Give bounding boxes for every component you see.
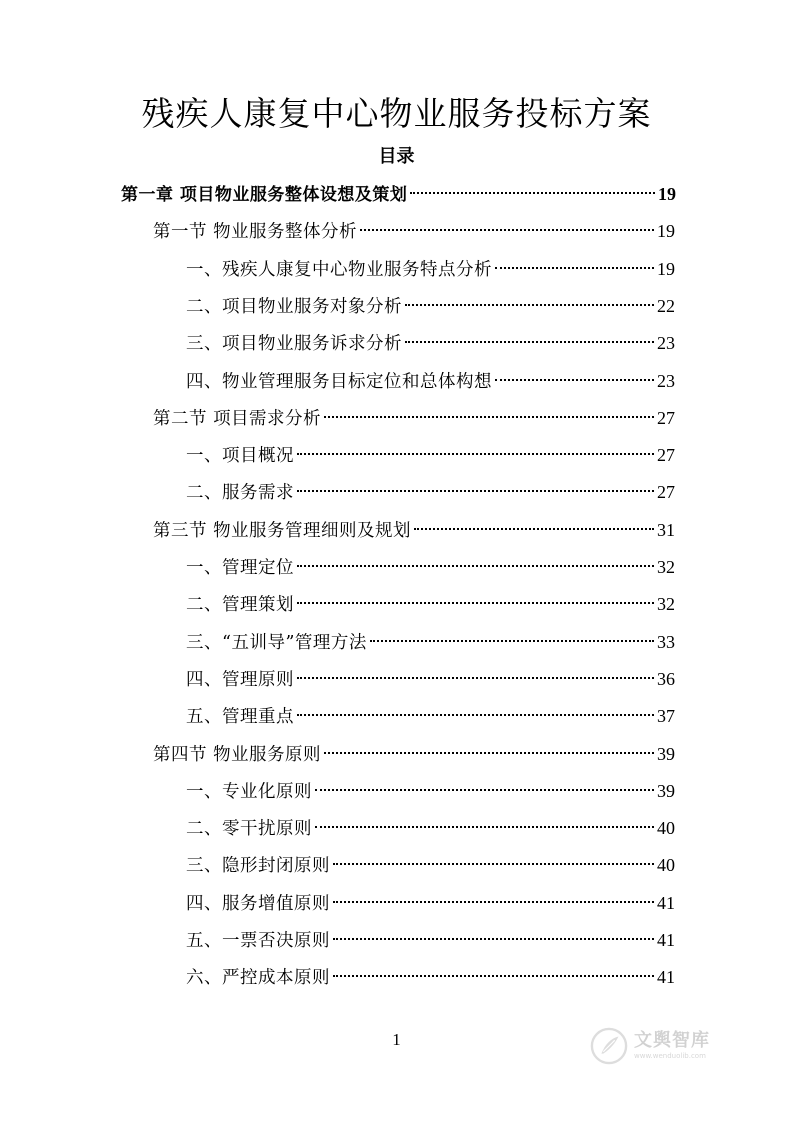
toc-dot-leader — [410, 192, 655, 194]
toc-entry-title: 三、“五训导”管理方法 — [186, 632, 367, 653]
toc-entry-page: 32 — [657, 557, 675, 577]
toc-entry[interactable] — [153, 213, 675, 250]
toc-entry[interactable] — [186, 698, 675, 735]
toc-entry-title: 三、项目物业服务诉求分析 — [186, 334, 402, 355]
toc-entry-title: 一、残疾人康复中心物业服务特点分析 — [186, 259, 492, 280]
toc-entry-page: 22 — [657, 295, 675, 316]
toc-entry-page: 23 — [657, 333, 675, 354]
toc-dot-leader — [333, 901, 654, 903]
watermark — [590, 1022, 760, 1070]
toc-entry[interactable] — [186, 922, 675, 959]
toc-entry-title: 二、零干扰原则 — [186, 819, 312, 840]
toc-entry[interactable] — [186, 847, 675, 884]
toc-entry[interactable] — [186, 363, 675, 400]
toc-dot-leader — [414, 528, 654, 530]
toc-entry-page: 32 — [657, 594, 675, 615]
toc-entry[interactable] — [153, 400, 675, 437]
toc-dot-leader — [333, 938, 654, 940]
toc-entry[interactable] — [186, 437, 675, 474]
toc-entry-title: 一、专业化原则 — [186, 781, 312, 802]
toc-entry-page: 33 — [657, 631, 675, 652]
watermark-url: www.wenduolib.com — [634, 1052, 706, 1060]
toc-dot-leader — [324, 752, 654, 754]
toc-entry[interactable] — [186, 810, 675, 847]
toc-entry[interactable] — [186, 288, 675, 325]
toc-entry-page: 27 — [657, 445, 675, 466]
toc-dot-leader — [333, 863, 654, 865]
toc-entry-title: 五、管理重点 — [186, 707, 294, 728]
toc-entry[interactable] — [186, 624, 675, 661]
toc-entry[interactable] — [186, 549, 675, 586]
toc-dot-leader — [370, 640, 654, 642]
toc-entry-page: 31 — [657, 519, 675, 540]
toc-entry-page: 39 — [657, 780, 675, 801]
toc-entry-page: 27 — [657, 482, 675, 503]
toc-entry[interactable] — [186, 325, 675, 362]
toc-entry-title: 二、服务需求 — [186, 483, 294, 504]
toc-entry-page: 40 — [657, 855, 675, 876]
toc-entry-title: 第一章 项目物业服务整体设想及策划 — [121, 185, 408, 205]
document-title: 残疾人康复中心物业服务投标方案 — [141, 94, 652, 133]
toc-entry-title: 四、服务增值原则 — [186, 893, 330, 914]
toc-dot-leader — [405, 341, 654, 343]
toc-entry-title: 一、项目概况 — [186, 446, 294, 467]
toc-dot-leader — [297, 453, 654, 455]
toc-entry-title: 第一节 物业服务整体分析 — [153, 222, 358, 243]
toc-entry-page: 19 — [657, 258, 675, 279]
toc-entry-page: 39 — [657, 743, 675, 764]
toc-entry-page: 41 — [657, 967, 675, 988]
toc-dot-leader — [495, 379, 654, 381]
toc-entry-title: 一、管理定位 — [186, 558, 294, 578]
toc-entry-page: 27 — [657, 407, 675, 428]
toc-entry[interactable] — [121, 176, 676, 213]
toc-entry-title: 第二节 项目需求分析 — [153, 408, 322, 429]
feather-logo-icon — [590, 1027, 628, 1065]
toc-entry-title: 二、管理策划 — [186, 595, 294, 616]
toc-dot-leader — [324, 416, 654, 418]
toc-entry-title: 第四节 物业服务原则 — [153, 744, 322, 765]
toc-entry-title: 四、物业管理服务目标定位和总体构想 — [186, 371, 492, 392]
toc-dot-leader — [360, 229, 654, 231]
toc-entry-title: 六、严控成本原则 — [186, 968, 330, 989]
toc-entry-page: 36 — [657, 668, 675, 689]
toc-heading: 目录 — [378, 146, 415, 167]
toc-entry[interactable] — [186, 661, 675, 698]
toc-entry[interactable] — [186, 474, 675, 511]
toc-entry[interactable] — [186, 586, 675, 623]
toc-dot-leader — [297, 565, 654, 567]
toc-entry-title: 二、项目物业服务对象分析 — [186, 296, 402, 317]
page-number: 1 — [392, 1030, 401, 1049]
toc-dot-leader — [315, 789, 654, 791]
toc-entry-page: 23 — [657, 370, 675, 391]
toc-entry-title: 四、管理原则 — [186, 669, 294, 690]
toc-entry[interactable] — [186, 885, 675, 922]
toc-entry-page: 41 — [657, 892, 675, 913]
toc-entry-page: 19 — [657, 221, 675, 242]
toc-entry[interactable] — [153, 736, 675, 773]
toc-entry[interactable] — [186, 251, 675, 288]
toc-dot-leader — [315, 826, 654, 828]
toc-dot-leader — [405, 304, 654, 306]
toc-entry-title: 五、一票否决原则 — [186, 931, 330, 951]
toc-entry-title: 三、隐形封闭原则 — [186, 856, 330, 877]
toc-dot-leader — [495, 267, 654, 269]
toc-entry-title: 第三节 物业服务管理细则及规划 — [153, 520, 412, 541]
toc-dot-leader — [297, 677, 654, 679]
toc-dot-leader — [297, 602, 654, 604]
toc-dot-leader — [333, 975, 654, 977]
toc-entry-page: 19 — [658, 184, 676, 204]
toc-dot-leader — [297, 714, 654, 716]
toc-entry-page: 37 — [657, 706, 675, 727]
watermark-name: 文舆智库 — [634, 1030, 710, 1051]
toc-entry[interactable] — [186, 773, 675, 810]
toc-dot-leader — [297, 490, 654, 492]
toc-entry[interactable] — [186, 959, 675, 996]
toc-entry[interactable] — [153, 512, 675, 549]
toc-entry-page: 40 — [657, 818, 675, 839]
toc-entry-page: 41 — [657, 930, 675, 950]
